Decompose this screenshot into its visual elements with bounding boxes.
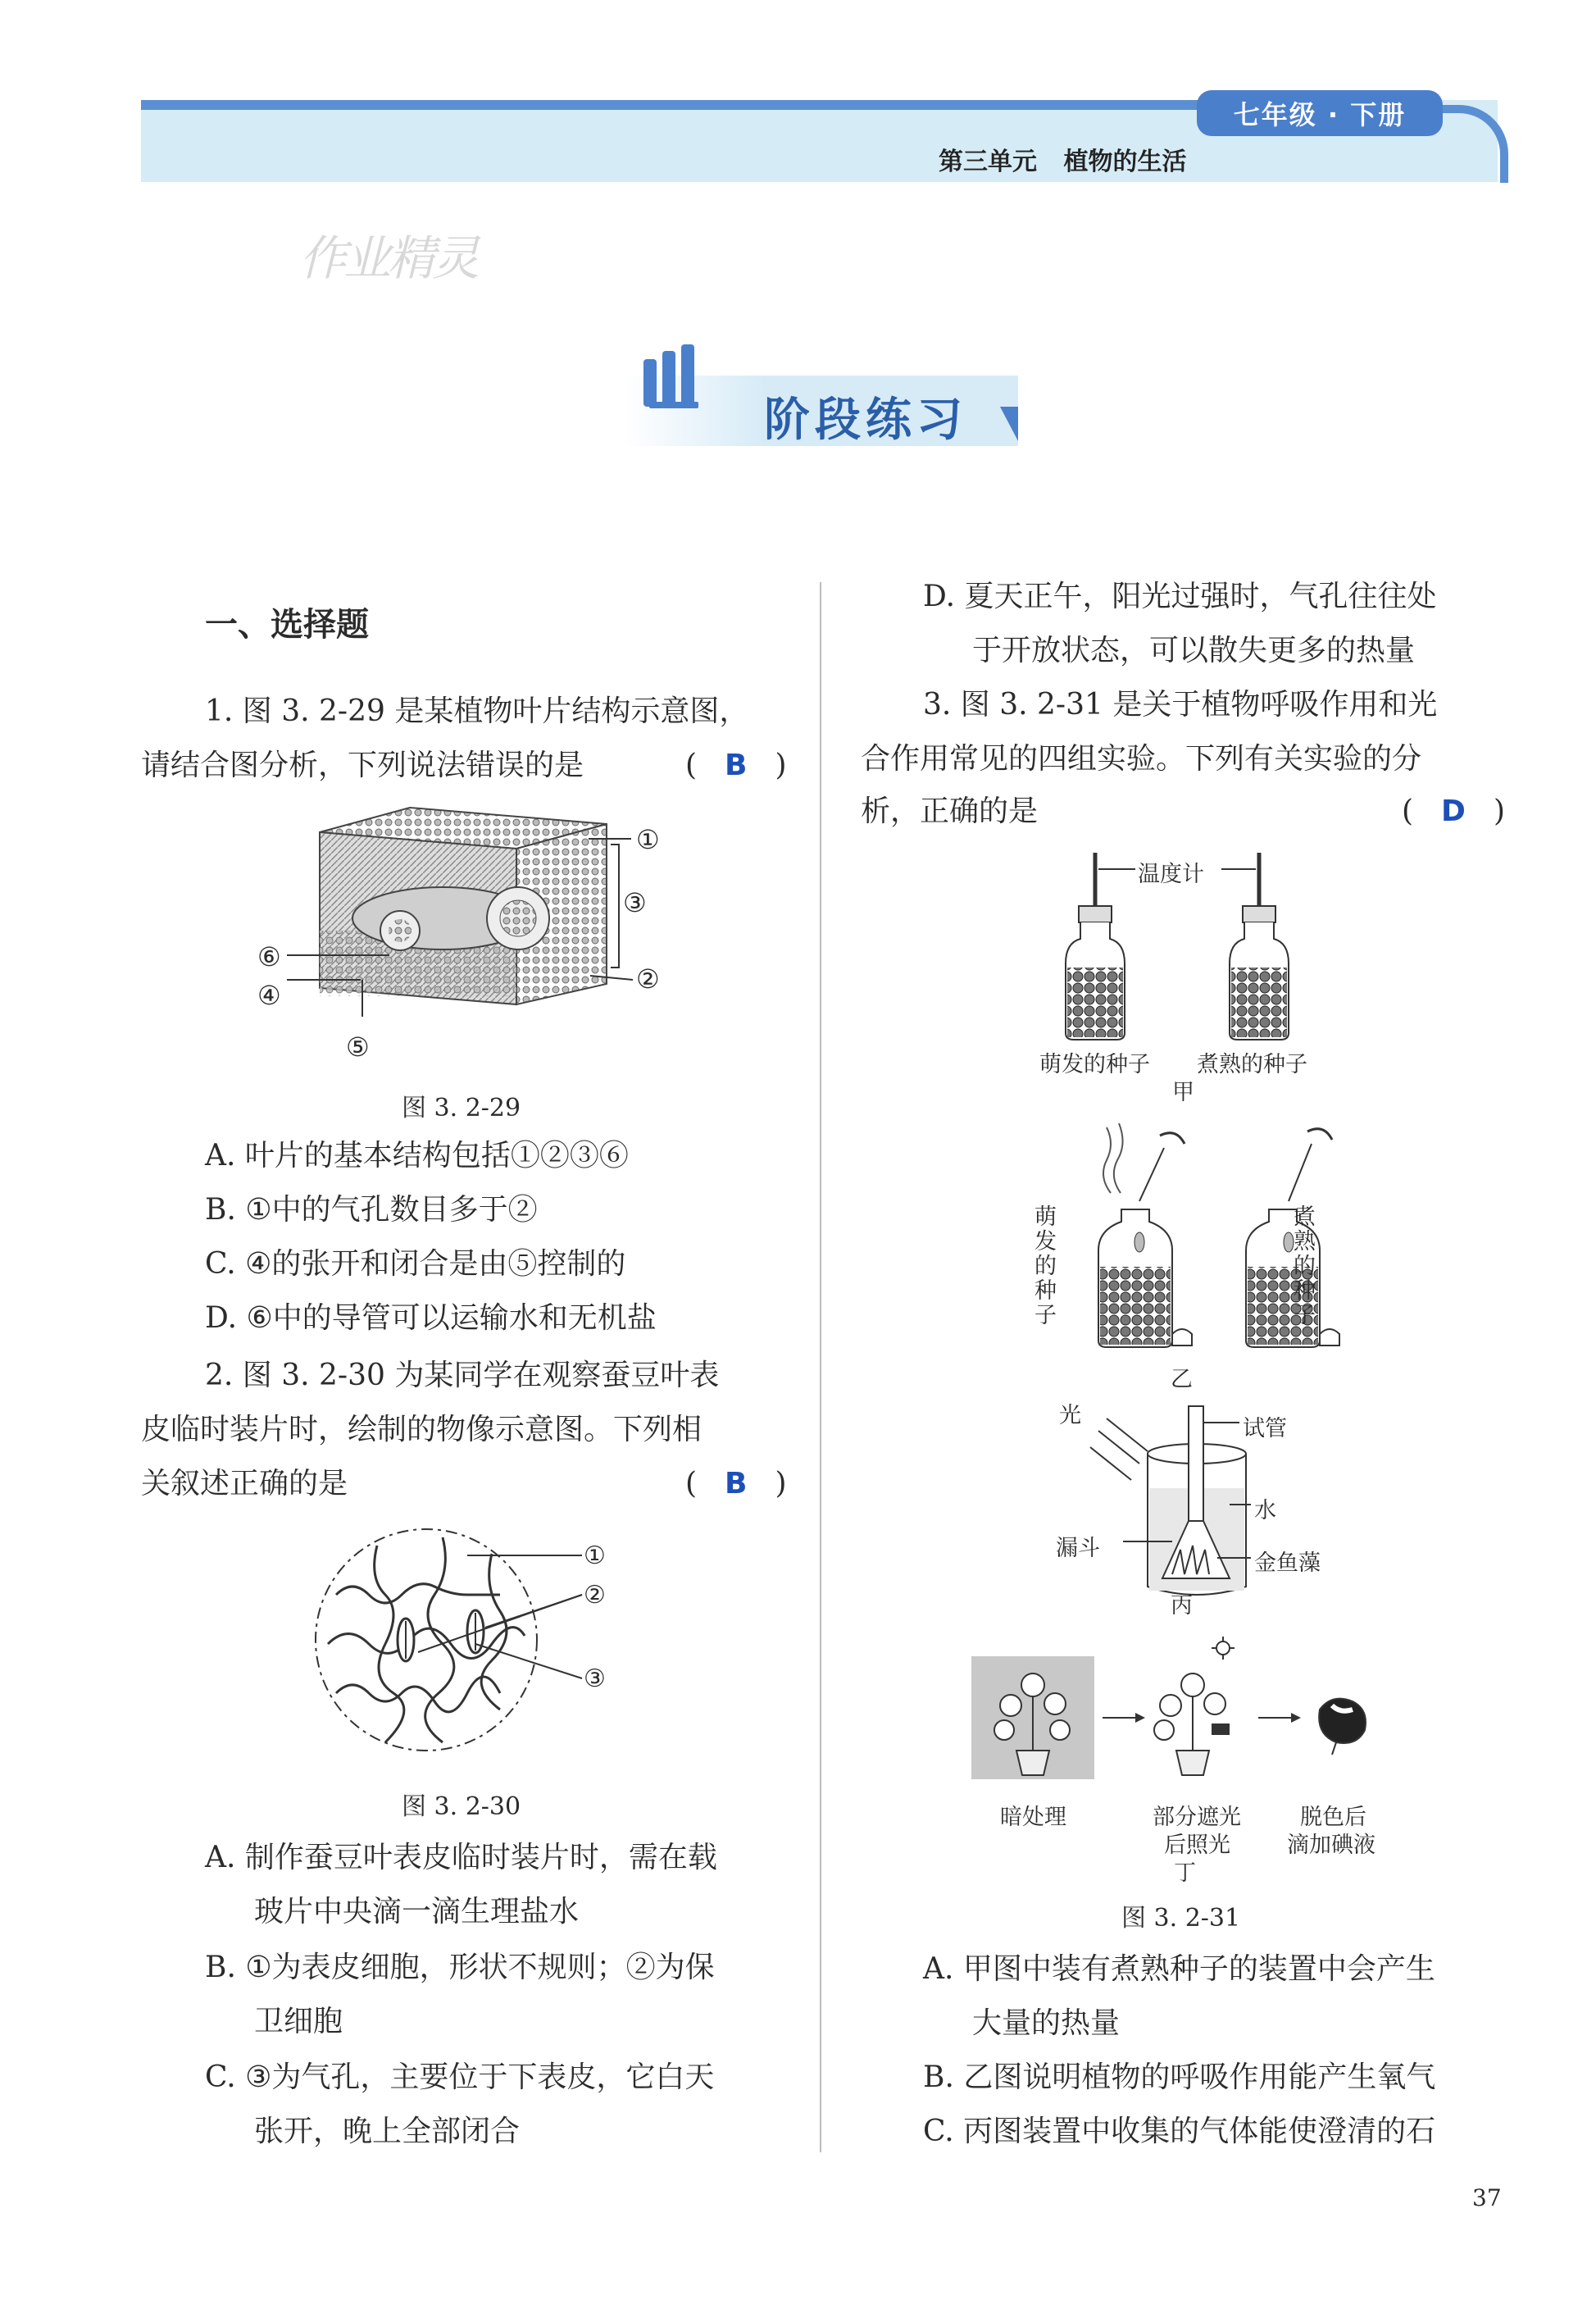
books-icon-bar [662,351,675,407]
q1-fig-label-2: ② [636,963,660,995]
fig-jia-thermometer-label: 温度计 [1138,862,1204,887]
q3-answer-bracket: ( D ) [1402,795,1505,828]
q2-option-a-line2: 玻片中央滴一滴生理盐水 [254,1895,580,1928]
leaf-structure-figure [246,808,689,1062]
fig-yi-bottles [1074,1119,1369,1357]
q1-answer: B [725,749,748,782]
q1-answer-bracket: ( B ) [685,749,787,782]
section-title: 一、选择题 [205,605,369,644]
books-icon [643,359,657,407]
q1-option-a: A. 叶片的基本结构包括①②③⑥ [205,1139,629,1172]
q2-stem-line3: 关叙述正确的是 [141,1467,348,1500]
q3-stem-line3: 析，正确的是 [861,795,1039,828]
q2-option-c-line2: 张开，晚上全部闭合 [254,2115,521,2148]
q3-option-a-line1: A. 甲图中装有煮熟种子的装置中会产生 [923,1952,1435,1986]
q2-fig-label-2: ② [584,1581,606,1610]
q1-fig-label-1: ① [636,824,660,855]
q2-option-b-line1: B. ①为表皮细胞，形状不规则；②为保 [205,1951,715,1984]
q2-stem-line2: 皮临时装片时，绘制的物像示意图。下列相 [141,1413,703,1446]
q2-figure-caption: 图 3. 2-30 [402,1792,521,1821]
fig-bing-water-label: 水 [1254,1498,1276,1523]
q3-stem-line2: 合作用常见的四组实验。下列有关实验的分 [861,742,1422,776]
q2-answer: B [725,1467,748,1500]
books-icon-bar [649,402,698,408]
fig-ding-step3-line2: 滴加碘液 [1287,1833,1375,1858]
q1-fig-label-3: ③ [623,887,647,918]
q1-fig-label-6: ⑥ [257,941,281,972]
fig-jia-name: 甲 [1172,1080,1194,1105]
epidermis-figure [303,1521,631,1759]
q2-option-c-line1: C. ③为气孔，主要位于下表皮，它白天 [205,2060,715,2094]
q3-answer: D [1441,795,1466,828]
watermark: 作业精灵 [299,230,477,286]
fig-ding-step2-line2: 后照光 [1164,1833,1230,1858]
books-icon-bar [681,344,694,407]
fig-ding-step3-line1: 脱色后 [1300,1805,1366,1830]
fig-bing-funnel-label: 漏斗 [1056,1536,1100,1561]
q2-stem-line1: 2. 图 3. 2-30 为某同学在观察蚕豆叶表 [205,1359,720,1392]
q1-option-d: D. ⑥中的导管可以运输水和无机盐 [205,1301,657,1335]
fig-bing-tube-label: 试管 [1243,1416,1287,1441]
fig-jia-right-label: 煮熟的种子 [1197,1052,1307,1077]
q1-figure-caption: 图 3. 2-29 [402,1094,521,1122]
unit-title: 第三单元 植物的生活 [939,148,1187,176]
fig-yi-right-label: 煮熟的种子 [1294,1204,1316,1328]
q3-option-b: B. 乙图说明植物的呼吸作用能产生氧气 [923,2060,1436,2094]
q1-stem-line2: 请结合图分析，下列说法错误的是 [141,749,584,782]
column-divider [820,582,821,2152]
q3-figure-caption: 图 3. 2-31 [1121,1904,1241,1933]
q1-option-b: B. ①中的气孔数目多于② [205,1193,538,1227]
q1-option-c: C. ④的张开和闭合是由⑤控制的 [205,1247,626,1281]
header-line [141,100,1198,110]
fig-bing-name: 丙 [1171,1593,1193,1619]
q3-option-c: C. 丙图装置中收集的气体能使澄清的石 [923,2115,1436,2148]
q3-option-a-line2: 大量的热量 [972,2006,1121,2040]
fig-ding-step1: 暗处理 [1000,1805,1066,1830]
q2-fig-label-1: ① [584,1541,606,1570]
q2-option-b-line2: 卫细胞 [254,2005,343,2038]
q1-fig-label-5: ⑤ [346,1031,370,1063]
q3-stem-line1: 3. 图 3. 2-31 是关于植物呼吸作用和光 [923,688,1438,722]
header-curve [1443,105,1508,183]
q2-answer-bracket: ( B ) [685,1467,787,1500]
page-number: 37 [1472,2184,1502,2211]
fig-yi-name: 乙 [1171,1367,1193,1392]
q2-fig-label-3: ③ [584,1664,606,1693]
section-banner-title: 阶段练习 [764,393,967,447]
fig-bing-algae-label: 金鱼藻 [1254,1550,1321,1576]
q1-stem-line1: 1. 图 3. 2-29 是某植物叶片结构示意图， [205,694,749,728]
grade-tab: 七年级 · 下册 [1197,90,1443,136]
fig-bing-light-label: 光 [1059,1403,1081,1428]
q1-fig-label-4: ④ [257,980,281,1011]
q2-option-d-line2: 于开放状态，可以散失更多的热量 [972,634,1416,667]
fig-jia-bottles [1049,845,1394,1041]
fig-ding-step2-line1: 部分遮光 [1153,1805,1241,1830]
q2-option-a-line1: A. 制作蚕豆叶表皮临时装片时，需在载 [205,1841,717,1874]
fig-jia-left-label: 萌发的种子 [1039,1052,1150,1077]
fig-yi-left-label: 萌发的种子 [1034,1204,1057,1328]
fig-ding-plants [971,1648,1398,1796]
q2-option-d-line1: D. 夏天正午，阳光过强时，气孔往往处 [923,580,1437,613]
banner-triangle [1000,407,1018,441]
fig-ding-name: 丁 [1174,1860,1196,1886]
